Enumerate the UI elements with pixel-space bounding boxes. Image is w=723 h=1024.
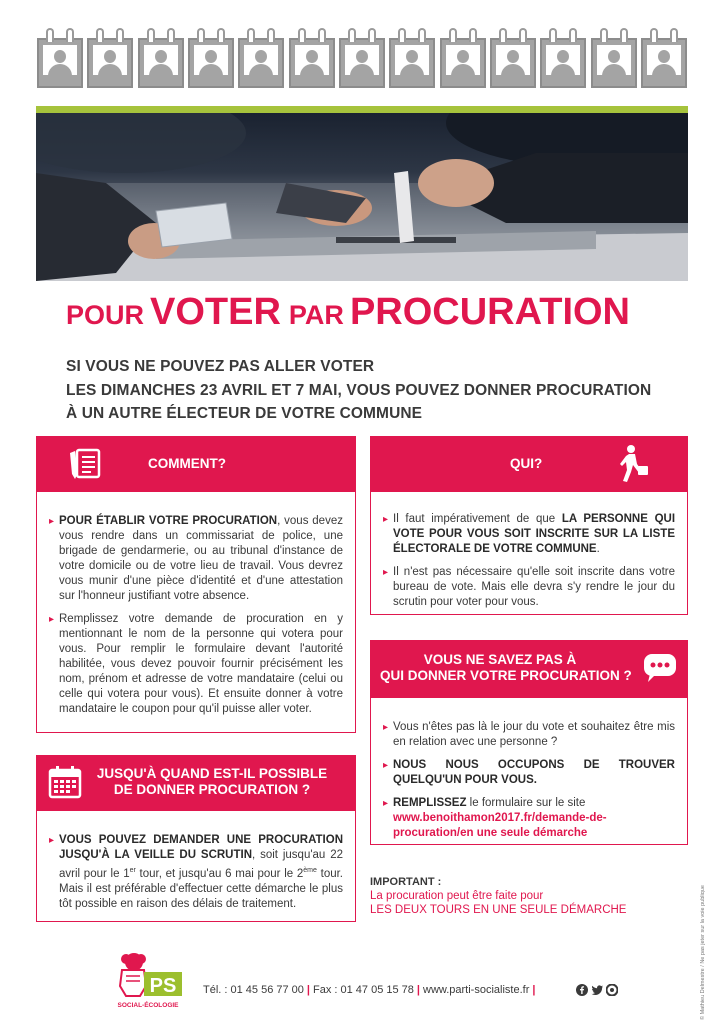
- subtitle-line: LES DIMANCHES 23 AVRIL ET 7 MAI, VOUS POUVEZ DONNER PROCURATION: [66, 381, 652, 399]
- qui-donner-p2-bold: NOUS NOUS OCCUPONS DE TROUVER QUELQU'UN POUR VOUS.: [393, 759, 675, 786]
- id-badge-icon: [87, 28, 133, 88]
- facebook-icon[interactable]: [576, 983, 588, 995]
- qui-donner-p3-bold: REMPLISSEZ: [393, 797, 467, 809]
- qui-paragraph-2: ▸ Il n'est pas nécessaire qu'elle soit inscrite dans votre bureau de vote. Mais elle devra s'y rendre le jour du scrutin pour voter pour vous.: [383, 565, 675, 610]
- jusqua-heading: [92, 766, 332, 798]
- footer-website[interactable]: www.parti-socialiste.fr: [423, 984, 530, 996]
- qui-donner-heading-line-1: VOUS NE SAVEZ PAS À: [423, 652, 577, 667]
- id-badge-icon: [591, 28, 637, 88]
- flickr-icon[interactable]: [606, 983, 618, 995]
- procuration-form-link[interactable]: www.benoithamon2017.fr/demande-de-procuration/en une seule démarche: [393, 812, 607, 839]
- comment-heading: COMMENT?: [148, 456, 226, 471]
- important-line-2: LES DEUX TOURS EN UNE SEULE DÉMARCHE: [370, 904, 627, 916]
- comment-paragraph-1: [49, 514, 343, 604]
- footer-contact: [203, 984, 538, 996]
- qui-donner-heading-line-2: QUI DONNER VOTRE PROCURATION ?: [380, 668, 632, 683]
- important-line-1: La procuration peut être faite pour: [370, 890, 544, 902]
- social-icons: [576, 983, 618, 995]
- title-par: PAR: [288, 300, 344, 330]
- qui-p1-text: Il faut impérativement de que: [393, 513, 562, 525]
- jusqua-sup-2: ème: [303, 867, 317, 874]
- comment-banner: [36, 436, 356, 491]
- id-badge-icon: [37, 28, 83, 88]
- id-badge-icon: [540, 28, 586, 88]
- qui-donner-paragraph-2: [383, 758, 675, 788]
- title-voter: VOTER: [150, 291, 281, 333]
- chat-bubble-icon: [642, 652, 678, 684]
- jusqua-sup-1: er: [129, 867, 136, 874]
- green-accent-bar: [36, 106, 688, 113]
- id-badge-icon: [238, 28, 284, 88]
- footer-separator: |: [532, 984, 536, 996]
- qui-p1-end: .: [596, 543, 600, 555]
- subtitle: [66, 355, 686, 426]
- header-icon-strip: [37, 28, 687, 88]
- qui-paragraph-1: [383, 512, 675, 557]
- comment-p1-bold: POUR ÉTABLIR VOTRE PROCURATION: [59, 515, 278, 527]
- important-label: IMPORTANT :: [370, 876, 442, 888]
- footer-fax: Fax : 01 47 05 15 78: [313, 984, 414, 996]
- jusqua-p1-text-a: , soit jusqu'au 22 avril pour le 1: [59, 849, 343, 880]
- qui-p1-bold: LA PERSONNE QUI VOTE POUR VOUS SOIT INSCRITE SUR LA LISTE ÉLECTORALE DE VOTRE COMMUNE: [393, 513, 676, 555]
- logo-subtitle: SOCIAL-ÉCOLOGIE: [117, 1002, 179, 1009]
- jusqua-panel: [36, 810, 356, 922]
- jusqua-p1-text-c: tour. Mais il est préférable d'effectuer cette démarche le plus tôt possible en raison des délais de traitement.: [59, 867, 343, 910]
- jusqua-heading-line-2: DE DONNER PROCURATION ?: [113, 782, 311, 797]
- id-badge-icon: [641, 28, 687, 88]
- qui-donner-panel: [370, 697, 688, 845]
- comment-panel: [36, 491, 356, 733]
- photo-credit-text: © Mathieu Delmestre / Ne pas jeter sur la voie publique: [700, 885, 706, 1020]
- id-badge-icon: [339, 28, 385, 88]
- id-badge-icon: [389, 28, 435, 88]
- footer-tel: Tél. : 01 45 56 77 00: [203, 984, 304, 996]
- subtitle-line: SI VOUS NE POUVEZ PAS ALLER VOTER: [66, 358, 375, 375]
- twitter-icon[interactable]: [591, 983, 603, 995]
- qui-donner-paragraph-3: [383, 796, 675, 841]
- qui-donner-paragraph-1: ▸ Vous n'êtes pas là le jour du vote et souhaitez être mis en relation avec une personne ?: [383, 720, 675, 750]
- footer-separator: |: [306, 984, 310, 996]
- comment-paragraph-2: ▸ Remplissez votre demande de procuration en y mentionnant le nom de la personne qui votera pour vous. Pour remplir le formulaire devant l'autorité habilitée, vous devez pouvoir fournir précisément les nom, prénom et adresse de votre mandataire (celui ou celle qui votera pour vous). Et ensuite donner à votre mandataire le coupon pour qu'il puisse aller voter.: [49, 612, 343, 717]
- ballot-box-photo: [36, 113, 688, 281]
- id-badge-icon: [440, 28, 486, 88]
- jusqua-banner: [36, 755, 356, 810]
- jusqua-p1-bold: VOUS POUVEZ DEMANDER UNE PROCURATION JUSQU'À LA VEILLE DU SCRUTIN: [59, 834, 343, 861]
- main-title: [66, 291, 666, 341]
- footer-separator: |: [416, 984, 420, 996]
- jusqua-paragraph-1: [49, 833, 343, 912]
- id-badge-icon: [188, 28, 234, 88]
- form-pen-icon: [66, 445, 106, 483]
- important-note: [370, 875, 670, 917]
- calendar-icon: [48, 765, 82, 799]
- id-badge-icon: [289, 28, 335, 88]
- qui-heading: QUI?: [510, 456, 543, 471]
- id-badge-icon: [138, 28, 184, 88]
- photo-credit: [700, 830, 714, 1020]
- qui-banner: [370, 436, 688, 491]
- qui-donner-banner: [370, 640, 688, 697]
- jusqua-heading-line-1: JUSQU'À QUAND EST-IL POSSIBLE: [96, 766, 328, 781]
- id-badge-icon: [490, 28, 536, 88]
- qui-panel: [370, 491, 688, 615]
- qui-donner-p3-text: le formulaire sur le site: [466, 797, 586, 809]
- comment-p1-text: , vous devez vous rendre dans un commissariat de police, une brigade de gendarmerie, ou au tribunal d'instance de votre domicile ou de votre lieu de travail. Vous devrez vous munir d'une pièce d'identité et d'une attestation sur l'honneur justifiant votre absence.: [59, 515, 343, 602]
- subtitle-line: À UN AUTRE ÉLECTEUR DE VOTRE COMMUNE: [66, 405, 423, 422]
- walking-person-icon: [618, 444, 650, 484]
- jusqua-p1-text-b: tour, et jusqu'au 6 mai pour le 2: [135, 867, 304, 880]
- title-procuration: PROCURATION: [349, 291, 631, 333]
- qui-donner-heading: [380, 652, 632, 684]
- title-pour: POUR: [66, 300, 145, 330]
- ps-logo: [110, 950, 186, 1012]
- logo-ps-text: PS: [149, 975, 177, 997]
